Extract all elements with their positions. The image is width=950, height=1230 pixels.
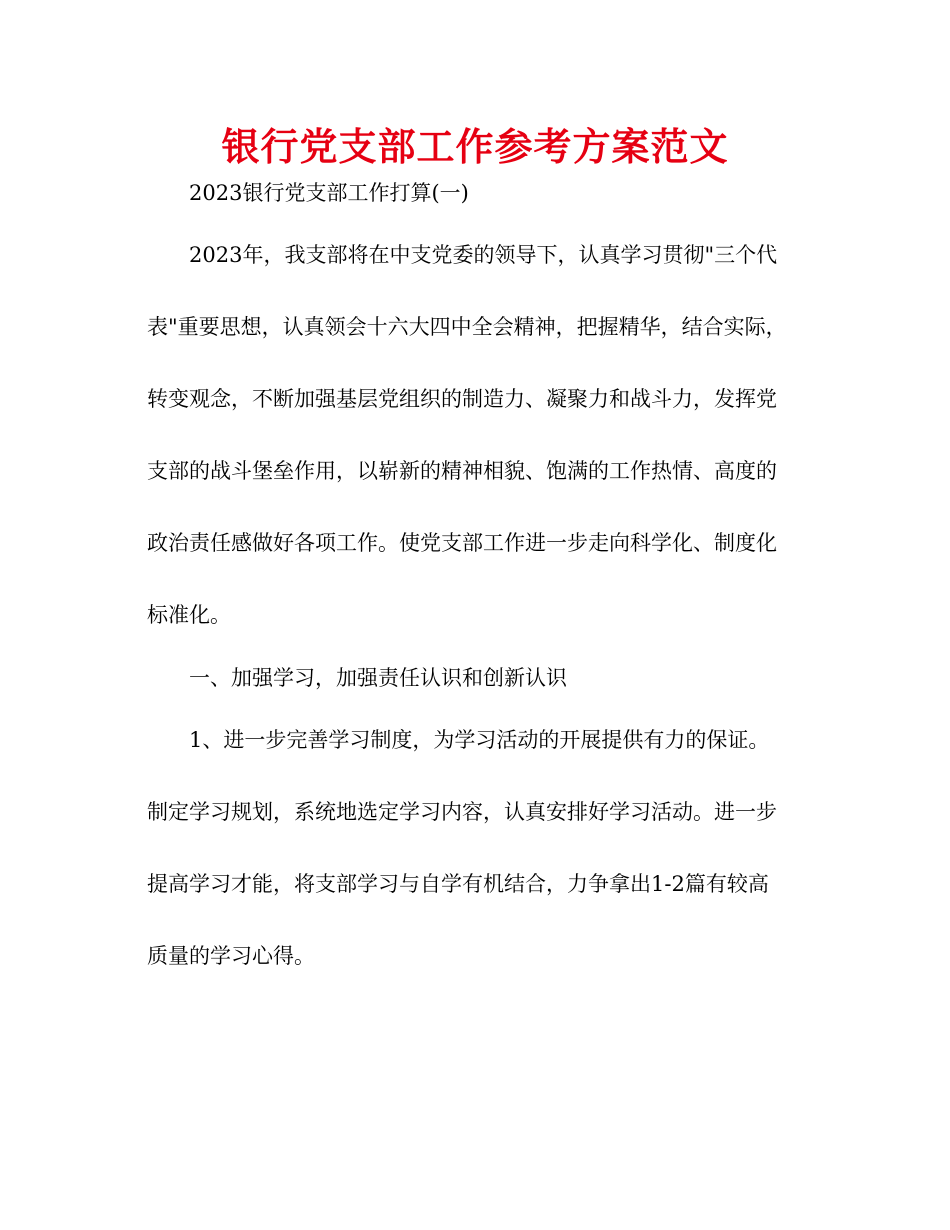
paragraph-1-line-4: 支部的战斗堡垒作用，以崭新的精神相貌、饱满的工作热情、高度的	[147, 459, 777, 483]
paragraph-1-line-2: 表"重要思想，认真领会十六大四中全会精神，把握精华，结合实际，	[147, 315, 787, 339]
paragraph-1-line-5: 政治责任感做好各项工作。使党支部工作进一步走向科学化、制度化	[147, 531, 777, 555]
document-subtitle: 2023银行党支部工作打算(一)	[189, 181, 469, 205]
paragraph-1-line-1: 2023年，我支部将在中支党委的领导下，认真学习贯彻"三个代	[189, 243, 778, 267]
section-1-heading: 一、加强学习，加强责任认识和创新认识	[189, 666, 567, 690]
paragraph-2-line-3: 提高学习才能，将支部学习与自学有机结合，力争拿出1-2篇有较高	[147, 872, 769, 896]
paragraph-1-line-3: 转变观念，不断加强基层党组织的制造力、凝聚力和战斗力，发挥党	[147, 387, 777, 411]
paragraph-2-line-4: 质量的学习心得。	[147, 944, 315, 968]
paragraph-1-line-6: 标准化。	[147, 603, 231, 627]
document-title: 银行党支部工作参考方案范文	[221, 125, 729, 169]
paragraph-2-line-2: 制定学习规划，系统地选定学习内容，认真安排好学习活动。进一步	[147, 800, 777, 824]
paragraph-2-line-1: 1、进一步完善学习制度，为学习活动的开展提供有力的保证。	[189, 728, 770, 752]
